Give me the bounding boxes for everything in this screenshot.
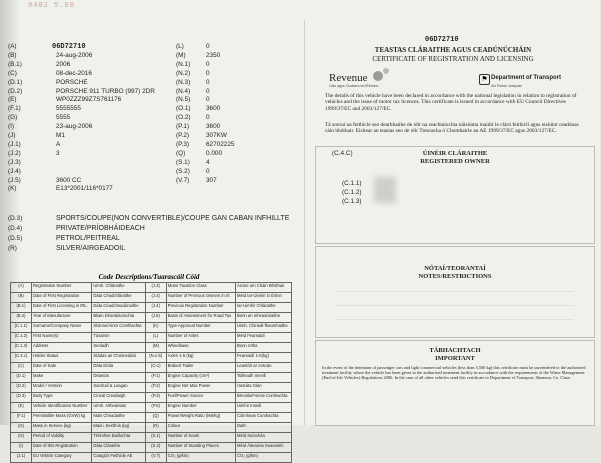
vehicle-details-page (0, 20, 298, 458)
tech-field-value: 307 (206, 176, 217, 184)
class-field-value: PRIVATE/PRÍOBHÁIDEACH (56, 225, 145, 232)
code-cell: (P.1) (145, 373, 166, 383)
code-cell: (C.1.3) (11, 343, 32, 353)
certificate-page (304, 20, 601, 425)
intro-irish: Tá sonraí na feithicle seo dearbhaithe de réir na reachtaíochta náisiúnta maidir le clárú feithiclí agus eisiúint ceadúnas cáin bhóthair. Eisítear an teastas seo de réir Treoracha ó Chomhairle an AE 1999/37/EC agus 2003/127/EC. (325, 122, 579, 135)
tech-field-value: 0 (206, 167, 210, 175)
code-row (11, 403, 292, 413)
code-cell: Wheelbase (166, 343, 235, 353)
code-cell: Dáta Céadcheadúnaithe (92, 303, 145, 313)
certificate-title-english: CERTIFICATE OF REGISTRATION AND LICENSING (372, 55, 534, 63)
code-cell: Méid Iar-Úinéirí in Éirinn (235, 293, 291, 303)
code-row (11, 393, 292, 403)
field-value: M1 (56, 132, 65, 139)
code-cell: Vehicle Identification Number (32, 403, 92, 413)
code-cell: (D.1) (11, 373, 32, 383)
code-row (11, 283, 292, 293)
department-logo-icon: ⚑ (479, 74, 490, 85)
certificate-title-irish: TEASTAS CLÁRAITHE AGUS CEADÚNÚCHÁIN (374, 46, 532, 54)
code-cell: Motor Taxation Class (166, 283, 235, 293)
class-field-code: (D.5) (8, 235, 23, 242)
class-field-value: SILVER/AIRGEADOIL (56, 245, 126, 252)
class-field-code: (R) (8, 245, 17, 252)
notes-title-english: NOTES/RESTRICTIONS (418, 273, 492, 280)
notes-line (336, 291, 574, 292)
owner-title-english: REGISTERED OWNER (420, 158, 490, 165)
code-row (11, 423, 292, 433)
tech-field-value: 0 (206, 78, 210, 86)
tech-field-code: (N.1) (176, 60, 191, 68)
code-cell: Date of First Licensing in IRL. (32, 303, 92, 313)
code-cell: Type-Approval Number (166, 323, 235, 333)
important-text: In the event of the detention of passenger cars and light commercial vehicles (less than 3,500 kg) this certificate must be surrendered to the authorised treatment facility where the vehicle has been given to the authorised treatment facility in accordance with the requirements of the Waste Management (End-of-life Vehicles) Regulations 2006. In the case of all other vehicles send this certificate to Department of Transport, Shannon, Co. Clare. (322, 365, 586, 381)
code-row (11, 433, 292, 443)
code-row (11, 453, 292, 463)
code-cell: Uasráta Glan (235, 383, 291, 393)
field-code: (D.2) (8, 87, 23, 95)
field-value: 08-dec-2016 (56, 69, 92, 77)
code-cell: (S.1) (145, 433, 166, 443)
tech-field-value: 0 (206, 87, 210, 95)
field-value: PORSCHE (56, 78, 88, 86)
code-cell: Date of First Registration (32, 293, 92, 303)
tech-field-value: 3600 (206, 123, 221, 131)
code-cell: Toilleadh Inneill (235, 373, 291, 383)
code-cell: CO₂ (g/km) (166, 453, 235, 463)
important-title-english: IMPORTANT (435, 355, 475, 362)
code-cell: Iar-Uimhir Chláraithe (235, 303, 291, 313)
code-row (11, 313, 292, 323)
tech-field-code: (O.1) (176, 105, 191, 113)
code-row (11, 293, 292, 303)
revenue-logo-subtitle: Cáin agus Custaim na hÉireann (329, 84, 379, 88)
field-value: 23-aug-2006 (56, 123, 93, 131)
code-cell: Basis of Assessment for Road Tax (166, 313, 235, 323)
field-code: (J.5) (8, 176, 21, 184)
code-cell: Uimh. Aitheantais (92, 403, 145, 413)
code-cell: (B.2) (11, 313, 32, 323)
field-code: (J.1) (8, 140, 21, 148)
code-cell: Seoladh (92, 343, 145, 353)
important-title-irish: TÁBHACHTACH (429, 347, 481, 354)
code-cell: (N.1-5) (145, 353, 166, 363)
stub-stamp: 9402 5.00 (28, 2, 75, 10)
tech-field-code: (N.3) (176, 78, 191, 86)
code-cell: Mais i Seirbhís (kg) (92, 423, 145, 433)
code-row (11, 373, 292, 383)
code-cell: Leantóir ar coscán (235, 363, 291, 373)
field-value: 3600 CC (56, 176, 82, 184)
code-cell: Engine Capacity (cm³) (166, 373, 235, 383)
right-document-number: 06D72710 (425, 36, 459, 44)
code-cell: (J.4) (145, 293, 166, 303)
code-cell: (V.7) (145, 453, 166, 463)
code-cell: (J.1) (11, 453, 32, 463)
code-cell: Year of Manufacture (32, 313, 92, 323)
code-cell: (O.1) (145, 363, 166, 373)
code-cell: Date of Sale (32, 363, 92, 373)
code-cell: Uimhir Inneill (235, 403, 291, 413)
tech-field-value: 0.000 (206, 149, 222, 157)
code-cell: Méid Fearsaidí (235, 333, 291, 343)
redacted-owner (374, 177, 396, 203)
field-code: (J) (8, 132, 16, 139)
tech-field-code: (V.7) (176, 176, 190, 184)
revenue-logo-mark (373, 71, 383, 81)
code-cell: Registration Number (32, 283, 92, 293)
notes-panel (315, 246, 595, 338)
code-cell: Engine Number (166, 403, 235, 413)
code-cell: Dáta Céadchláraithe (92, 293, 145, 303)
code-cell: Uimh. Chineál-fhaomhaithe (235, 323, 291, 333)
owner-title-irish: ÚINÉIR CLÁRAITHE (422, 150, 488, 157)
codes-title: Code Descriptions/Tuarascáil Cóid (98, 273, 200, 281)
field-code: (F.1) (8, 105, 21, 113)
code-row (11, 363, 292, 373)
field-code: (J.2) (8, 149, 21, 157)
tech-field-code: (Q) (176, 149, 186, 157)
code-cell: (E) (11, 403, 32, 413)
code-cell: First Name(s) (32, 333, 92, 343)
code-cell: Address (32, 343, 92, 353)
revenue-logo: Revenue (329, 72, 368, 84)
tech-field-code: (P.3) (176, 140, 190, 148)
tech-field-code: (N.4) (176, 87, 191, 95)
field-value: 24-aug-2006 (56, 51, 93, 59)
tech-field-code: (S.1) (176, 158, 190, 166)
tech-field-value: 3600 (206, 105, 221, 113)
code-descriptions-table (10, 282, 292, 463)
code-cell: Dath (235, 423, 291, 433)
tech-field-code: (N.2) (176, 69, 191, 77)
code-cell: (J.3) (145, 283, 166, 293)
tech-field-code: (L) (176, 43, 184, 50)
field-code: (J.4) (8, 167, 21, 175)
code-cell: (J.5) (145, 313, 166, 323)
field-code: (D.1) (8, 78, 23, 86)
tech-field-value: 0 (206, 43, 210, 50)
field-value: 2006 (56, 60, 71, 68)
field-code: (J.3) (8, 158, 21, 166)
code-row (11, 413, 292, 423)
code-cell: Breosla/Foinse Cumhachta (235, 393, 291, 403)
code-cell: (C) (11, 363, 32, 373)
code-cell: Uimh. Chláraithe (92, 283, 145, 293)
field-value: E13*2001/116*0177 (56, 185, 113, 193)
class-field-code: (D.3) (8, 215, 23, 222)
code-cell: Number of Seats (166, 433, 235, 443)
code-cell: Holder Status (32, 353, 92, 363)
tech-field-code: (M) (176, 51, 186, 59)
tech-field-value: 0 (206, 114, 210, 122)
code-cell: EU Vehicle Category (32, 453, 92, 463)
code-cell: (M) (145, 343, 166, 353)
code-cell: Number of Standing Places (166, 443, 235, 453)
owner-address-label: (C.1.3) (342, 198, 362, 205)
code-cell: (Q) (145, 413, 166, 423)
tech-field-code: (S.2) (176, 167, 190, 175)
code-cell: (H) (11, 433, 32, 443)
field-code: (A) (8, 43, 17, 50)
field-code: (K) (8, 185, 17, 193)
code-cell: Fuel/Power Source (166, 393, 235, 403)
notes-title-irish: NÓTAÍ/TEORANTAÍ (424, 265, 486, 272)
tech-field-code: (N.5) (176, 96, 191, 104)
code-cell: Period of Validity (32, 433, 92, 443)
code-cell: Power/Weight Ratio (kW/kg) (166, 413, 235, 423)
field-value: 3 (56, 149, 60, 157)
code-cell: Date of this Registration (32, 443, 92, 453)
field-value: 5555 (56, 114, 71, 122)
tech-field-value: 0 (206, 60, 210, 68)
code-cell: (G) (11, 423, 32, 433)
notes-line (336, 305, 574, 306)
code-cell: (R) (145, 423, 166, 433)
code-cell: (C.4.c) (11, 353, 32, 363)
code-row (11, 383, 292, 393)
tech-field-value: 307KW (206, 132, 227, 139)
code-cell: Mais Cheadaithe (92, 413, 145, 423)
code-cell: Axles 1-5 (kg) (166, 353, 235, 363)
revenue-logo-mark-small (383, 68, 389, 74)
code-cell: Bliain Déantúsaíochta (92, 313, 145, 323)
code-cell: Cóimheas Cumhachta (235, 413, 291, 423)
code-row (11, 343, 292, 353)
code-cell: Fearsaidí 1-5(kg) (235, 353, 291, 363)
notes-line (336, 319, 574, 320)
tech-field-value: 0 (206, 69, 210, 77)
department-logo: Department of Transport (491, 75, 562, 81)
field-code: (B.1) (8, 60, 22, 68)
code-cell: Stádas an Choimeádaí (92, 353, 145, 363)
code-cell: Model / Version (32, 383, 92, 393)
code-cell: Sloinne/Ainm Comhlachta (92, 323, 145, 333)
tech-field-value: 62702225 (206, 140, 235, 148)
code-cell: Aicme um Cháin Bhóthair (235, 283, 291, 293)
code-cell: (D.2) (11, 383, 32, 393)
code-cell: (P.3) (145, 393, 166, 403)
code-cell: Number of Axles (166, 333, 235, 343)
code-cell: Bonn an mheasúnaithe (235, 313, 291, 323)
field-code: (C) (8, 69, 17, 77)
code-row (11, 333, 292, 343)
code-cell: Dáta Cláraithe (92, 443, 145, 453)
tech-field-code: (P.2) (176, 132, 190, 139)
code-cell: Body Type (32, 393, 92, 403)
code-cell: (K) (145, 323, 166, 333)
field-code: (E) (8, 96, 17, 104)
code-cell: Mass in Service (kg) (32, 423, 92, 433)
code-cell: (B.1) (11, 303, 32, 313)
code-row (11, 303, 292, 313)
registered-owner-panel (315, 146, 595, 244)
department-logo-subtitle: An Roinn Iompair (491, 83, 522, 88)
field-value: 5555555 (56, 105, 81, 113)
code-cell: (L) (145, 333, 166, 343)
code-cell: (S.2) (145, 443, 166, 453)
field-value: A (56, 140, 61, 148)
field-value: WP0ZZZ99Z7S761176 (56, 96, 122, 104)
code-cell: Dáta Díola (92, 363, 145, 373)
code-cell: (C.1.1) (11, 323, 32, 333)
code-row (11, 443, 292, 453)
code-cell: (D.3) (11, 393, 32, 403)
code-cell: Permissible Mass (GVW) kg (32, 413, 92, 423)
field-value: PORSCHE 911 TURBO (997) 2DR (56, 87, 155, 95)
code-cell: (F.1) (11, 413, 32, 423)
tech-field-value: 4 (206, 158, 210, 166)
class-field-value: SPORTS/COUPE(NON CONVERTIBLE)/COUPE GAN CABAN INFHILLTE (56, 215, 290, 222)
code-cell: Surname/Company Name (32, 323, 92, 333)
code-cell: CO₂ (g/km) (235, 453, 291, 463)
code-cell: Catagóir Feithicle AE (92, 453, 145, 463)
code-cell: (I) (11, 443, 32, 453)
code-cell: Previous Registration Number (166, 303, 235, 313)
owner-code: (C.4.C) (332, 150, 353, 157)
code-cell: Engine Net Max Power (166, 383, 235, 393)
code-cell: (B) (11, 293, 32, 303)
left-document-number: 06D72710 (52, 43, 86, 51)
code-cell: Méid Suíochán (235, 433, 291, 443)
tech-field-value: 2350 (206, 51, 221, 59)
owner-surname-label: (C.1.1) (342, 180, 362, 187)
code-cell: (J.4) (145, 303, 166, 313)
owner-firstname-label: (C.1.2) (342, 189, 362, 196)
code-cell: Bonn rotha (235, 343, 291, 353)
tech-field-code: (P.1) (176, 123, 190, 131)
field-code: (G) (8, 114, 18, 122)
code-cell: (A) (11, 283, 32, 293)
tech-field-value: 0 (206, 96, 210, 104)
code-cell: Number of Previous Owners in Irl. (166, 293, 235, 303)
class-field-code: (D.4) (8, 225, 23, 232)
code-cell: Méid Áiteanna Seasaimh (235, 443, 291, 453)
intro-english: The details of this vehicle have been declared in accordance with the national legislation in relation to registration of vehicles and the issue of motor tax licences. This certificate is issued in accordance with EU Council Directives 1999/37/EC and 2003/127/EC. (325, 93, 577, 112)
code-cell: Déantús (92, 373, 145, 383)
code-cell: (C.1.2) (11, 333, 32, 343)
field-code: (B) (8, 51, 17, 59)
class-field-value: PETROL/PEITREAL (56, 235, 120, 242)
code-row (11, 353, 292, 363)
code-cell: (P.5) (145, 403, 166, 413)
code-cell: Túsainm (92, 333, 145, 343)
code-cell: Cineál Creatlaigh (92, 393, 145, 403)
important-panel (315, 340, 595, 426)
code-cell: Braked Trailer (166, 363, 235, 373)
field-code: (I) (8, 123, 15, 131)
tech-field-code: (O.2) (176, 114, 191, 122)
code-row (11, 323, 292, 333)
code-cell: Tréimhse Bailíochta (92, 433, 145, 443)
code-cell: Samhail & Leagan (92, 383, 145, 393)
code-cell: Make (32, 373, 92, 383)
code-cell: Colour (166, 423, 235, 433)
code-cell: (P.2) (145, 383, 166, 393)
